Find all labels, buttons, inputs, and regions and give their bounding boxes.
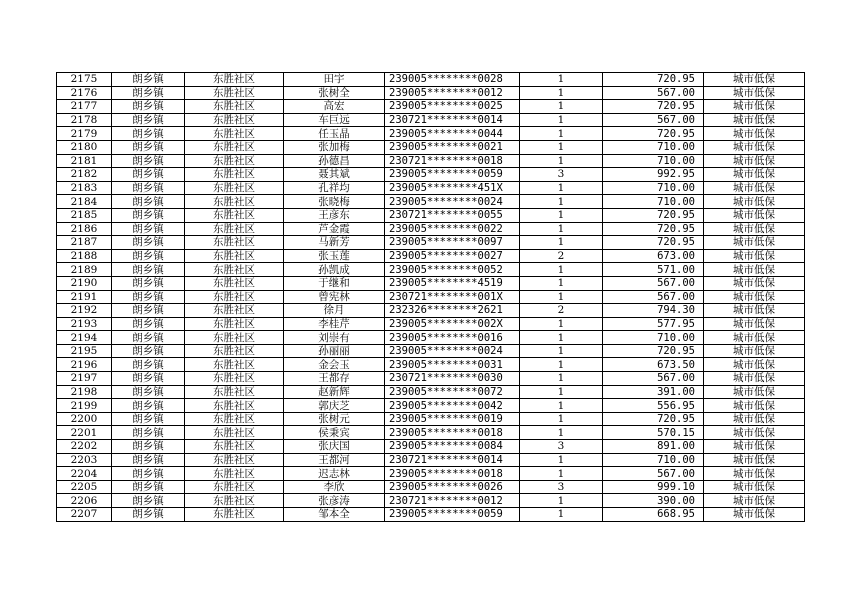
cell-town: 朗乡镇 xyxy=(112,317,185,331)
cell-community: 东胜社区 xyxy=(185,494,284,508)
cell-aid-type: 城市低保 xyxy=(704,140,805,154)
cell-id-number: 230721********0012 xyxy=(385,494,520,508)
cell-household-count: 1 xyxy=(520,236,603,250)
table-row xyxy=(57,317,805,331)
cell-household-count: 1 xyxy=(520,317,603,331)
cell-community: 东胜社区 xyxy=(185,372,284,386)
cell-aid-type: 城市低保 xyxy=(704,208,805,222)
table-row xyxy=(57,100,805,114)
cell-id-number: 230721********0014 xyxy=(385,453,520,467)
cell-household-count: 3 xyxy=(520,440,603,454)
cell-serial-number: 2179 xyxy=(57,127,112,141)
cell-serial-number: 2196 xyxy=(57,358,112,372)
cell-id-number: 239005********0024 xyxy=(385,344,520,358)
cell-community: 东胜社区 xyxy=(185,331,284,345)
cell-name: 王都存 xyxy=(284,372,385,386)
cell-town: 朗乡镇 xyxy=(112,222,185,236)
cell-amount: 720.95 xyxy=(603,412,704,426)
table-row xyxy=(57,236,805,250)
cell-name: 车巨远 xyxy=(284,113,385,127)
cell-amount: 570.15 xyxy=(603,426,704,440)
cell-aid-type: 城市低保 xyxy=(704,453,805,467)
cell-serial-number: 2181 xyxy=(57,154,112,168)
cell-id-number: 239005********0012 xyxy=(385,86,520,100)
cell-town: 朗乡镇 xyxy=(112,372,185,386)
cell-id-number: 230721********0018 xyxy=(385,154,520,168)
cell-serial-number: 2204 xyxy=(57,467,112,481)
cell-serial-number: 2200 xyxy=(57,412,112,426)
cell-serial-number: 2198 xyxy=(57,385,112,399)
cell-community: 东胜社区 xyxy=(185,73,284,87)
cell-town: 朗乡镇 xyxy=(112,249,185,263)
cell-serial-number: 2185 xyxy=(57,208,112,222)
cell-id-number: 239005********0097 xyxy=(385,236,520,250)
cell-id-number: 232326********2621 xyxy=(385,304,520,318)
cell-serial-number: 2184 xyxy=(57,195,112,209)
cell-serial-number: 2206 xyxy=(57,494,112,508)
cell-aid-type: 城市低保 xyxy=(704,358,805,372)
cell-name: 侯秉宾 xyxy=(284,426,385,440)
cell-id-number: 239005********0059 xyxy=(385,508,520,522)
cell-id-number: 239005********0059 xyxy=(385,168,520,182)
table-row xyxy=(57,290,805,304)
cell-household-count: 1 xyxy=(520,372,603,386)
cell-name: 邹本全 xyxy=(284,508,385,522)
cell-serial-number: 2192 xyxy=(57,304,112,318)
cell-household-count: 3 xyxy=(520,480,603,494)
cell-id-number: 230721********0030 xyxy=(385,372,520,386)
cell-community: 东胜社区 xyxy=(185,154,284,168)
cell-aid-type: 城市低保 xyxy=(704,181,805,195)
cell-aid-type: 城市低保 xyxy=(704,344,805,358)
cell-name: 张彦涛 xyxy=(284,494,385,508)
cell-aid-type: 城市低保 xyxy=(704,263,805,277)
cell-aid-type: 城市低保 xyxy=(704,494,805,508)
cell-town: 朗乡镇 xyxy=(112,344,185,358)
cell-id-number: 239005********0027 xyxy=(385,249,520,263)
cell-serial-number: 2187 xyxy=(57,236,112,250)
table-row xyxy=(57,208,805,222)
cell-amount: 720.95 xyxy=(603,127,704,141)
cell-aid-type: 城市低保 xyxy=(704,276,805,290)
cell-household-count: 2 xyxy=(520,304,603,318)
cell-amount: 710.00 xyxy=(603,331,704,345)
table-row xyxy=(57,276,805,290)
cell-household-count: 1 xyxy=(520,426,603,440)
cell-name: 任玉晶 xyxy=(284,127,385,141)
cell-id-number: 239005********0042 xyxy=(385,399,520,413)
cell-id-number: 239005********0016 xyxy=(385,331,520,345)
cell-serial-number: 2193 xyxy=(57,317,112,331)
cell-town: 朗乡镇 xyxy=(112,154,185,168)
cell-aid-type: 城市低保 xyxy=(704,195,805,209)
cell-name: 李欣 xyxy=(284,480,385,494)
cell-town: 朗乡镇 xyxy=(112,412,185,426)
cell-town: 朗乡镇 xyxy=(112,304,185,318)
cell-serial-number: 2189 xyxy=(57,263,112,277)
table-row xyxy=(57,249,805,263)
cell-community: 东胜社区 xyxy=(185,100,284,114)
cell-name: 孔祥均 xyxy=(284,181,385,195)
cell-town: 朗乡镇 xyxy=(112,276,185,290)
cell-household-count: 1 xyxy=(520,127,603,141)
cell-id-number: 239005********0044 xyxy=(385,127,520,141)
cell-aid-type: 城市低保 xyxy=(704,440,805,454)
cell-aid-type: 城市低保 xyxy=(704,399,805,413)
cell-id-number: 230721********0055 xyxy=(385,208,520,222)
cell-aid-type: 城市低保 xyxy=(704,100,805,114)
cell-aid-type: 城市低保 xyxy=(704,412,805,426)
cell-name: 于继和 xyxy=(284,276,385,290)
cell-name: 马新芳 xyxy=(284,236,385,250)
cell-name: 曾宪林 xyxy=(284,290,385,304)
cell-household-count: 1 xyxy=(520,100,603,114)
cell-household-count: 1 xyxy=(520,467,603,481)
cell-id-number: 239005********0028 xyxy=(385,73,520,87)
table-row xyxy=(57,494,805,508)
cell-aid-type: 城市低保 xyxy=(704,154,805,168)
cell-name: 芦金霞 xyxy=(284,222,385,236)
cell-amount: 710.00 xyxy=(603,154,704,168)
cell-name: 高宏 xyxy=(284,100,385,114)
cell-aid-type: 城市低保 xyxy=(704,168,805,182)
cell-aid-type: 城市低保 xyxy=(704,222,805,236)
cell-id-number: 239005********0072 xyxy=(385,385,520,399)
cell-household-count: 2 xyxy=(520,249,603,263)
cell-community: 东胜社区 xyxy=(185,480,284,494)
cell-name: 田宇 xyxy=(284,73,385,87)
cell-id-number: 239005********0022 xyxy=(385,222,520,236)
table-row xyxy=(57,385,805,399)
table-row xyxy=(57,140,805,154)
cell-serial-number: 2175 xyxy=(57,73,112,87)
cell-amount: 567.00 xyxy=(603,467,704,481)
cell-community: 东胜社区 xyxy=(185,317,284,331)
cell-serial-number: 2201 xyxy=(57,426,112,440)
cell-household-count: 1 xyxy=(520,73,603,87)
cell-community: 东胜社区 xyxy=(185,222,284,236)
cell-aid-type: 城市低保 xyxy=(704,331,805,345)
cell-aid-type: 城市低保 xyxy=(704,426,805,440)
cell-household-count: 1 xyxy=(520,208,603,222)
cell-household-count: 1 xyxy=(520,113,603,127)
cell-id-number: 239005********0024 xyxy=(385,195,520,209)
cell-town: 朗乡镇 xyxy=(112,236,185,250)
cell-aid-type: 城市低保 xyxy=(704,372,805,386)
table-row xyxy=(57,195,805,209)
cell-amount: 577.95 xyxy=(603,317,704,331)
cell-town: 朗乡镇 xyxy=(112,113,185,127)
cell-name: 孙凯成 xyxy=(284,263,385,277)
cell-amount: 390.00 xyxy=(603,494,704,508)
cell-town: 朗乡镇 xyxy=(112,331,185,345)
cell-town: 朗乡镇 xyxy=(112,127,185,141)
cell-amount: 720.95 xyxy=(603,73,704,87)
cell-town: 朗乡镇 xyxy=(112,263,185,277)
cell-name: 张庆国 xyxy=(284,440,385,454)
table-row xyxy=(57,168,805,182)
table-row xyxy=(57,113,805,127)
cell-serial-number: 2195 xyxy=(57,344,112,358)
cell-serial-number: 2178 xyxy=(57,113,112,127)
table-row xyxy=(57,181,805,195)
cell-household-count: 1 xyxy=(520,358,603,372)
cell-name: 徐月 xyxy=(284,304,385,318)
cell-household-count: 1 xyxy=(520,140,603,154)
cell-community: 东胜社区 xyxy=(185,508,284,522)
cell-name: 迟志林 xyxy=(284,467,385,481)
cell-id-number: 239005********0031 xyxy=(385,358,520,372)
cell-town: 朗乡镇 xyxy=(112,467,185,481)
cell-community: 东胜社区 xyxy=(185,344,284,358)
cell-name: 张树全 xyxy=(284,86,385,100)
cell-id-number: 239005********0026 xyxy=(385,480,520,494)
cell-amount: 710.00 xyxy=(603,181,704,195)
cell-serial-number: 2197 xyxy=(57,372,112,386)
cell-community: 东胜社区 xyxy=(185,426,284,440)
cell-community: 东胜社区 xyxy=(185,195,284,209)
cell-town: 朗乡镇 xyxy=(112,480,185,494)
cell-name: 刘崇有 xyxy=(284,331,385,345)
table-row xyxy=(57,399,805,413)
cell-amount: 567.00 xyxy=(603,372,704,386)
table-row xyxy=(57,304,805,318)
cell-serial-number: 2190 xyxy=(57,276,112,290)
data-table xyxy=(56,72,805,522)
table-body xyxy=(57,73,805,522)
cell-amount: 567.00 xyxy=(603,290,704,304)
cell-amount: 720.95 xyxy=(603,100,704,114)
cell-aid-type: 城市低保 xyxy=(704,73,805,87)
cell-town: 朗乡镇 xyxy=(112,508,185,522)
cell-community: 东胜社区 xyxy=(185,208,284,222)
cell-name: 郭庆芝 xyxy=(284,399,385,413)
cell-town: 朗乡镇 xyxy=(112,385,185,399)
cell-community: 东胜社区 xyxy=(185,399,284,413)
cell-household-count: 1 xyxy=(520,222,603,236)
cell-community: 东胜社区 xyxy=(185,86,284,100)
table-row xyxy=(57,412,805,426)
cell-household-count: 1 xyxy=(520,453,603,467)
table-row xyxy=(57,86,805,100)
table-row xyxy=(57,73,805,87)
cell-community: 东胜社区 xyxy=(185,412,284,426)
table-row xyxy=(57,480,805,494)
table-row xyxy=(57,426,805,440)
cell-household-count: 1 xyxy=(520,181,603,195)
table-row xyxy=(57,508,805,522)
cell-town: 朗乡镇 xyxy=(112,73,185,87)
cell-id-number: 239005********0018 xyxy=(385,467,520,481)
cell-id-number: 239005********0019 xyxy=(385,412,520,426)
cell-aid-type: 城市低保 xyxy=(704,304,805,318)
cell-amount: 891.00 xyxy=(603,440,704,454)
cell-serial-number: 2177 xyxy=(57,100,112,114)
cell-town: 朗乡镇 xyxy=(112,168,185,182)
cell-aid-type: 城市低保 xyxy=(704,467,805,481)
cell-household-count: 1 xyxy=(520,86,603,100)
cell-amount: 668.95 xyxy=(603,508,704,522)
cell-household-count: 1 xyxy=(520,290,603,304)
cell-serial-number: 2191 xyxy=(57,290,112,304)
cell-town: 朗乡镇 xyxy=(112,181,185,195)
cell-name: 孙德昌 xyxy=(284,154,385,168)
cell-serial-number: 2176 xyxy=(57,86,112,100)
cell-name: 李桂芹 xyxy=(284,317,385,331)
cell-id-number: 230721********001X xyxy=(385,290,520,304)
cell-amount: 391.00 xyxy=(603,385,704,399)
cell-town: 朗乡镇 xyxy=(112,100,185,114)
table-row xyxy=(57,127,805,141)
cell-id-number: 230721********0014 xyxy=(385,113,520,127)
cell-community: 东胜社区 xyxy=(185,304,284,318)
cell-name: 赵新辉 xyxy=(284,385,385,399)
cell-aid-type: 城市低保 xyxy=(704,127,805,141)
cell-amount: 673.50 xyxy=(603,358,704,372)
table-row xyxy=(57,372,805,386)
cell-aid-type: 城市低保 xyxy=(704,86,805,100)
cell-amount: 720.95 xyxy=(603,208,704,222)
cell-town: 朗乡镇 xyxy=(112,358,185,372)
cell-amount: 720.95 xyxy=(603,222,704,236)
cell-serial-number: 2205 xyxy=(57,480,112,494)
cell-town: 朗乡镇 xyxy=(112,426,185,440)
cell-community: 东胜社区 xyxy=(185,236,284,250)
cell-amount: 710.00 xyxy=(603,453,704,467)
cell-amount: 556.95 xyxy=(603,399,704,413)
cell-amount: 710.00 xyxy=(603,140,704,154)
cell-community: 东胜社区 xyxy=(185,276,284,290)
cell-name: 张树元 xyxy=(284,412,385,426)
cell-serial-number: 2202 xyxy=(57,440,112,454)
cell-serial-number: 2182 xyxy=(57,168,112,182)
cell-amount: 571.00 xyxy=(603,263,704,277)
cell-name: 孙丽丽 xyxy=(284,344,385,358)
cell-serial-number: 2207 xyxy=(57,508,112,522)
cell-serial-number: 2188 xyxy=(57,249,112,263)
cell-amount: 720.95 xyxy=(603,344,704,358)
table-row xyxy=(57,467,805,481)
cell-id-number: 239005********4519 xyxy=(385,276,520,290)
cell-community: 东胜社区 xyxy=(185,263,284,277)
cell-name: 聂其斌 xyxy=(284,168,385,182)
cell-id-number: 239005********0052 xyxy=(385,263,520,277)
cell-serial-number: 2194 xyxy=(57,331,112,345)
cell-community: 东胜社区 xyxy=(185,358,284,372)
cell-serial-number: 2203 xyxy=(57,453,112,467)
cell-household-count: 1 xyxy=(520,399,603,413)
cell-household-count: 1 xyxy=(520,344,603,358)
cell-town: 朗乡镇 xyxy=(112,440,185,454)
cell-household-count: 1 xyxy=(520,263,603,277)
cell-amount: 567.00 xyxy=(603,86,704,100)
cell-id-number: 239005********0018 xyxy=(385,426,520,440)
cell-amount: 673.00 xyxy=(603,249,704,263)
cell-community: 东胜社区 xyxy=(185,290,284,304)
cell-town: 朗乡镇 xyxy=(112,86,185,100)
cell-aid-type: 城市低保 xyxy=(704,290,805,304)
cell-town: 朗乡镇 xyxy=(112,195,185,209)
cell-community: 东胜社区 xyxy=(185,181,284,195)
cell-serial-number: 2186 xyxy=(57,222,112,236)
cell-amount: 567.00 xyxy=(603,276,704,290)
cell-town: 朗乡镇 xyxy=(112,290,185,304)
table-row xyxy=(57,154,805,168)
cell-amount: 720.95 xyxy=(603,236,704,250)
cell-town: 朗乡镇 xyxy=(112,453,185,467)
cell-community: 东胜社区 xyxy=(185,467,284,481)
cell-serial-number: 2199 xyxy=(57,399,112,413)
cell-household-count: 1 xyxy=(520,494,603,508)
table-row xyxy=(57,263,805,277)
cell-amount: 999.10 xyxy=(603,480,704,494)
cell-household-count: 3 xyxy=(520,168,603,182)
cell-aid-type: 城市低保 xyxy=(704,385,805,399)
cell-community: 东胜社区 xyxy=(185,127,284,141)
cell-amount: 567.00 xyxy=(603,113,704,127)
cell-household-count: 1 xyxy=(520,508,603,522)
cell-aid-type: 城市低保 xyxy=(704,113,805,127)
cell-serial-number: 2180 xyxy=(57,140,112,154)
table-row xyxy=(57,222,805,236)
cell-household-count: 1 xyxy=(520,154,603,168)
cell-name: 王都河 xyxy=(284,453,385,467)
cell-community: 东胜社区 xyxy=(185,113,284,127)
cell-id-number: 239005********002X xyxy=(385,317,520,331)
cell-name: 张加梅 xyxy=(284,140,385,154)
cell-community: 东胜社区 xyxy=(185,385,284,399)
cell-amount: 992.95 xyxy=(603,168,704,182)
cell-id-number: 239005********0021 xyxy=(385,140,520,154)
cell-id-number: 239005********451X xyxy=(385,181,520,195)
cell-community: 东胜社区 xyxy=(185,140,284,154)
cell-name: 张晓梅 xyxy=(284,195,385,209)
cell-id-number: 239005********0084 xyxy=(385,440,520,454)
table-row xyxy=(57,453,805,467)
cell-household-count: 1 xyxy=(520,412,603,426)
cell-aid-type: 城市低保 xyxy=(704,508,805,522)
table-row xyxy=(57,440,805,454)
cell-town: 朗乡镇 xyxy=(112,494,185,508)
cell-town: 朗乡镇 xyxy=(112,399,185,413)
cell-household-count: 1 xyxy=(520,276,603,290)
table-row xyxy=(57,344,805,358)
cell-household-count: 1 xyxy=(520,385,603,399)
cell-amount: 794.30 xyxy=(603,304,704,318)
cell-household-count: 1 xyxy=(520,195,603,209)
cell-household-count: 1 xyxy=(520,331,603,345)
cell-name: 张玉莲 xyxy=(284,249,385,263)
cell-town: 朗乡镇 xyxy=(112,208,185,222)
cell-name: 王彦东 xyxy=(284,208,385,222)
table-row xyxy=(57,358,805,372)
cell-community: 东胜社区 xyxy=(185,453,284,467)
cell-community: 东胜社区 xyxy=(185,249,284,263)
cell-community: 东胜社区 xyxy=(185,440,284,454)
cell-name: 金会玉 xyxy=(284,358,385,372)
cell-amount: 710.00 xyxy=(603,195,704,209)
cell-community: 东胜社区 xyxy=(185,168,284,182)
cell-aid-type: 城市低保 xyxy=(704,249,805,263)
cell-town: 朗乡镇 xyxy=(112,140,185,154)
cell-aid-type: 城市低保 xyxy=(704,236,805,250)
cell-aid-type: 城市低保 xyxy=(704,480,805,494)
cell-serial-number: 2183 xyxy=(57,181,112,195)
table-row xyxy=(57,331,805,345)
cell-aid-type: 城市低保 xyxy=(704,317,805,331)
cell-id-number: 239005********0025 xyxy=(385,100,520,114)
